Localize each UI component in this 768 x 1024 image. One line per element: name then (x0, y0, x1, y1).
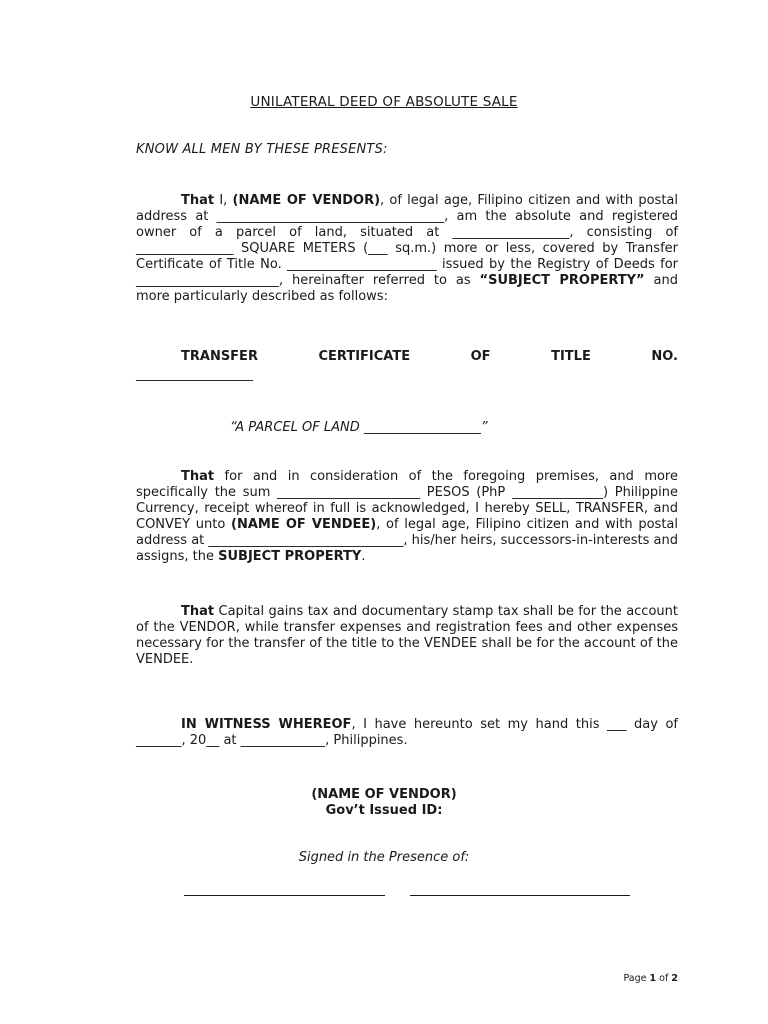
witness-keyword: IN WITNESS WHEREOF (181, 717, 352, 732)
tct-word: TITLE (551, 349, 591, 364)
witness-signature-line-1 (184, 895, 385, 896)
paragraph-taxes (136, 604, 678, 668)
document-title: UNILATERAL DEED OF ABSOLUTE SALE (250, 94, 518, 110)
p1-text-1: I, (214, 193, 233, 208)
tct-word: OF (470, 349, 491, 364)
witness-heading: Signed in the Presence of: (298, 850, 470, 865)
parcel-description: “A PARCEL OF LAND __________________” (230, 420, 488, 435)
subject-property-term: “SUBJECT PROPERTY” (479, 273, 645, 288)
paragraph-vendor-ownership (136, 193, 678, 305)
paragraph-consideration (136, 469, 678, 565)
page-total: 2 (671, 973, 678, 984)
p4-text-1: , I have hereunto set my hand this ___ day of _______, 20__ at _____________, Philippines. (136, 717, 678, 748)
witness-signature-line-2 (410, 895, 630, 896)
p2-text-3: . (361, 549, 366, 564)
tct-word: TRANSFER (181, 349, 258, 364)
page-word: Page (623, 973, 647, 984)
tct-word: NO. (651, 349, 678, 364)
page-number (623, 973, 678, 984)
of-word: of (659, 973, 669, 984)
vendor-name-placeholder: (NAME OF VENDOR) (232, 193, 381, 208)
tct-word: CERTIFICATE (318, 349, 411, 364)
paragraph-witness (136, 717, 678, 749)
p1-text-3: and more particularly described as follows: (136, 273, 678, 304)
page-current: 1 (649, 973, 657, 984)
subject-property-term: SUBJECT PROPERTY (218, 549, 362, 564)
intro-line: KNOW ALL MEN BY THESE PRESENTS: (136, 142, 388, 157)
p2-text-1: for and in consideration of the foregoing premises, and more specifically the sum ______________________ PESOS (PhP ______________) Philippine Currency, receipt whereof in full is acknowledged, I hereby SELL, TRANSFER, and CONVEY unto (136, 469, 678, 532)
that-keyword: That (181, 193, 215, 208)
p3-text-1: Capital gains tax and documentary stamp tax shall be for the account of the VENDOR, while transfer expenses and registration fees and other expenses necessary for the transfer of the title to the VENDEE shall be for the account of the VENDEE. (136, 604, 678, 667)
vendor-signature-name: (NAME OF VENDOR) (311, 787, 457, 802)
p1-text-2: , of legal age, Filipino citizen and with postal address at ___________________________________, am the absolute and registered owner of a parcel of land, situated at __________________, consisting of _______________ SQUARE METERS (___ sq.m.) more or less, covered by Transfer Certificate of Title No. _______________________ issued by the Registry of Deeds for ______________________, hereinafter referred to as (136, 193, 678, 288)
signature-block (0, 787, 768, 819)
that-keyword: That (181, 604, 215, 619)
tct-number-blank: __________________ (136, 367, 253, 382)
tct-heading (136, 349, 678, 382)
p2-text-2: , of legal age, Filipino citizen and with postal address at ______________________________, his/her heirs, successors-in-interests and assigns, the (136, 517, 679, 564)
vendor-gov-id: Gov’t Issued ID: (325, 803, 443, 818)
vendee-name-placeholder: (NAME OF VENDEE) (231, 517, 377, 532)
that-keyword: That (181, 469, 215, 484)
